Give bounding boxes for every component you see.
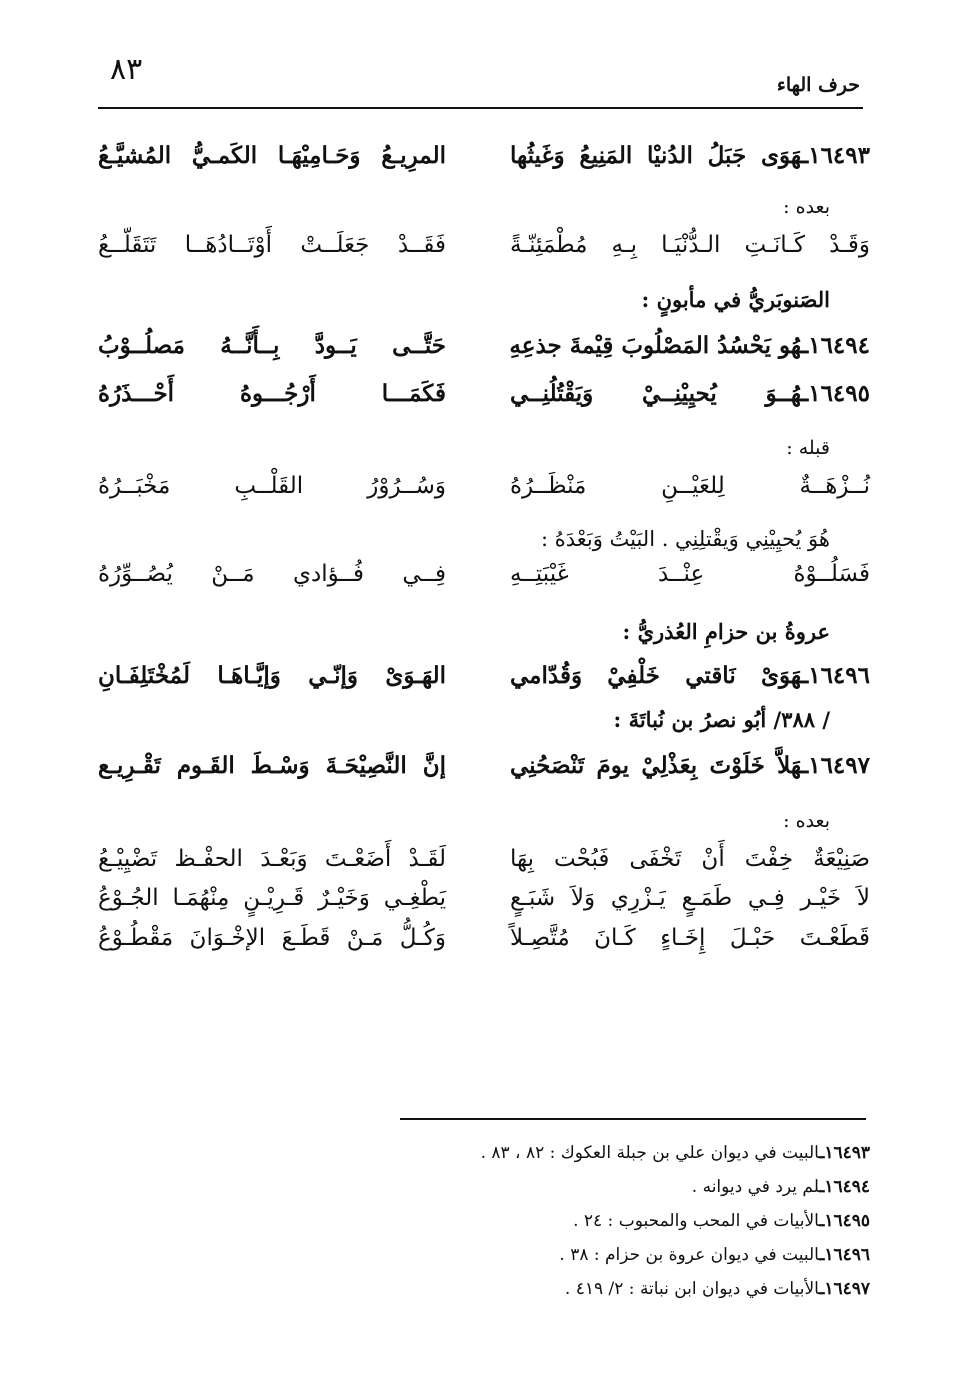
verse-second-hemistich: إنَّ النَّصِيْحَـةَ وَسْـطَ القَـوم تَقْـرِيـع (98, 752, 446, 780)
main-text (98, 122, 870, 953)
verse-first-hemistich: ١٦٤٩٣ـهَوَى جَبَلُ الدُنيْا المَنِيعُ وَغَيثُها (510, 142, 870, 169)
footnotes (100, 1136, 870, 1306)
verse-continuation (98, 473, 870, 501)
verse-second-hemistich: فَقَــدْ جَعَلَــتْ أَوْتَــادُهَــا تَتَقَلّــعُ (98, 231, 446, 258)
verse-first-hemistich: ١٦٤٩٥ـهُــوَ يُحيِيْنِــيْ وَيَقْتُلُنِــي (510, 379, 870, 407)
verse-second-hemistich: يَطْغِـي وَخَيْـرٌ قَـرِيْـنٍ مِنْهُمَـا الجُـوْعُ (98, 885, 446, 912)
footnote: ١٦٤٩٥ـالأبيات في المحب والمحبوب : ٢٤ . (573, 1211, 870, 1231)
verse-first-hemistich: لاَ خَيْـر فِـي طَمَـعٍ يَـزْرِي وَلاَ شَبَـعٍ (510, 885, 870, 912)
note-after: بعده : (783, 195, 830, 218)
verse-second-hemistich: وَسُــرُوْرُ القَلْــبِ مَخْبَــرُهُ (98, 473, 446, 500)
verse-second-hemistich: حَتَّــى يَــودَّ بِــأَنَّــهُ مَصلُــوْبُ (98, 332, 446, 360)
verse-second-hemistich: الهَـوَىْ وَإنّـي وَإيَّـاهَـا لَمُخْتَلِفَـانِ (98, 661, 446, 689)
verse-first-hemistich: ١٦٤٩٧ـهَلاَّ خَلَوْتَ بِعَذْلِيْ يومَ تَنْصَحُنِي (510, 752, 870, 780)
footnote: ١٦٤٩٣ـالبيت في ديوان علي بن جبلة العكوك : ٨٢ ، ٨٣ . (480, 1143, 870, 1163)
verse-continuation (98, 846, 870, 874)
verse-second-hemistich: فَكَمَـــا أَرْجُـــوهُ أَحْـــذَرُهُ (98, 379, 446, 407)
page-number: ٨٣ (110, 52, 143, 87)
verse-first-hemistich: قَطَعْـتَ حَبْـلَ إِخَـاءٍ كَـانَ مُتَّصِـلاً (510, 924, 870, 951)
footnote: ١٦٤٩٤ـلم يرد في ديوانه . (691, 1177, 870, 1197)
header-rule (98, 107, 863, 109)
running-head: حرف الهاء (776, 74, 860, 96)
verse-second-hemistich: المرِيـعُ وَحَـامِيْهَـا الكَمـيُّ المُشيَّـعُ (98, 142, 446, 169)
verse-second-hemistich: لَقَـدْ أَضَعْـتَ وَبَعْـدَ الحفْـظ تَضْيِيْـعُ (98, 845, 446, 872)
verse-first-hemistich: وَقَـدْ كَـانَـتِ الـدُّنْيَـا بِـهِ مُطْمَئِنّـةً (510, 231, 870, 258)
poet-intro: / ٣٨٨/ أبُو نصرُ بن نُباتَةَ : (613, 707, 830, 733)
prose-line: هُوَ يُحيِيْنِي وَيقْتلِنِي . البَيْتُ وَبَعْدَهُ : (540, 526, 830, 551)
verse-first-hemistich: صَنِيْعَةٌ خِفْتَ أَنْ تَخْفَى فَبُحْت بِهَا (510, 845, 870, 872)
verse-continuation (98, 885, 870, 913)
footnote: ١٦٤٩٧ـالأبيات في ديوان ابن نباتة : ٢/ ٤١٩ . (564, 1279, 870, 1299)
verse-16495 (98, 380, 870, 408)
verse-16494 (98, 332, 870, 360)
poet-intro: عروةُ بن حزامِ العُذريُّ : (622, 618, 830, 644)
verse-second-hemistich: فِــي فُــؤادي مَــنْ يُصُــوِّرُهُ (98, 560, 446, 587)
verse-second-hemistich: وَكُـلُّ مَـنْ قَطَـعَ الإخْـوَانَ مَقْطُـوْعُ (98, 924, 446, 951)
footnote: ١٦٤٩٦ـالبيت في ديوان عروة بن حزام : ٣٨ . (559, 1245, 870, 1265)
note-before: قبله : (786, 437, 830, 460)
verse-continuation (98, 232, 870, 260)
verse-continuation (98, 561, 870, 589)
poet-intro: الصَنوبَريُّ في مأبونٍ : (641, 287, 830, 313)
verse-first-hemistich: ١٦٤٩٤ـهُو يَحْسُدُ المَصْلُوبَ قِيْمةَ جذعِهِ (509, 332, 870, 360)
verse-16493 (98, 142, 870, 170)
verse-continuation (98, 925, 870, 953)
verse-16496 (98, 662, 870, 690)
verse-first-hemistich: فَسَلُــوْهُ عِنْــدَ غَيْبَتِــهِ (510, 560, 870, 587)
verse-first-hemistich: نُــزْهَــةٌ لِلعَيْــنِ مَنْظَــرُهُ (510, 473, 870, 500)
note-after: بعده : (783, 809, 830, 832)
footnote-rule (400, 1118, 866, 1120)
verse-first-hemistich: ١٦٤٩٦ـهَوَىْ نَاقتي خَلْفِيْ وَقُدّامي (510, 661, 870, 689)
verse-16497 (98, 752, 870, 780)
